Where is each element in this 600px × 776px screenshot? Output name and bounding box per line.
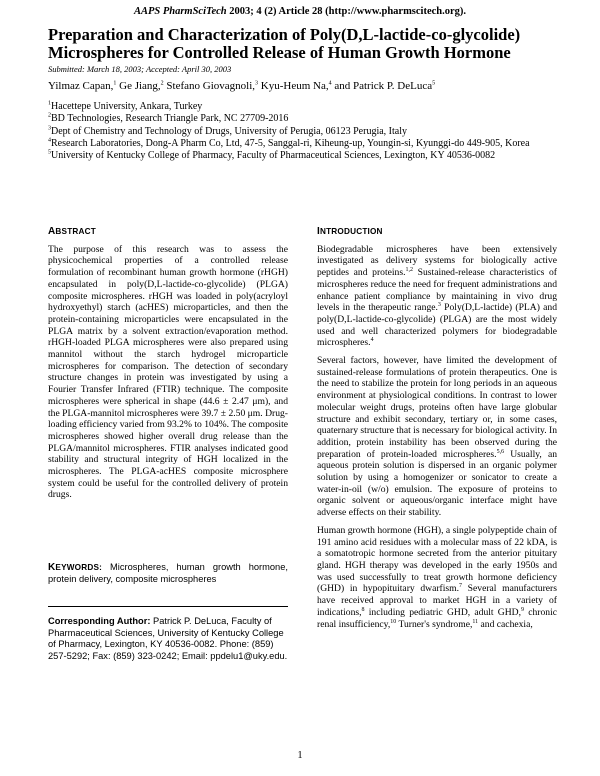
- right-column: [317, 226, 557, 636]
- corresponding-author-label: Corresponding Author:: [48, 616, 151, 626]
- journal-name: AAPS PharmSciTech: [133, 6, 227, 17]
- submission-dates: Submitted: March 18, 2003; Accepted: April 30, 2003: [48, 64, 232, 74]
- author: Yilmaz Capan,$^1$: [48, 80, 117, 92]
- author-list: [48, 80, 568, 93]
- keywords-heading: KEYWORDS:: [48, 562, 103, 573]
- author: Kyu-Heum Na,$^4$: [260, 80, 332, 92]
- keywords-block: [48, 562, 288, 585]
- page-number: 1: [297, 750, 303, 761]
- author: Stefano Giovagnoli,$^3$: [166, 80, 259, 92]
- affiliation-list: [48, 101, 568, 162]
- introduction-heading: INTRODUCTION: [317, 226, 383, 237]
- abstract-heading: ABSTRACT: [48, 226, 96, 237]
- corresponding-author-text: Patrick P. DeLuca, Faculty of Pharmaceutical Sciences, University of Kentucky College of Pharmacy, Lexington, KY 40536-0082. Phone: (859) 257-5292; Fax: (859) 323-0242; Email: ppdelu1@uky.edu.: [48, 616, 288, 661]
- journal-header: [0, 6, 600, 17]
- affiliation: $^2$BD Technologies, Research Triangle Park, NC 27709-2016: [48, 112, 289, 125]
- intro-paragraph: Several factors, however, have limited the development of sustained-release formulations of protein therapeutics. One is the need to stabilize the protein for long periods in an aqueous environment at physiological conditions. In contrast to lower molecular weight drugs, proteins often have large globular structure and exhibit secondary, tertiary or, in some cases, quaternary structure that is necessary for biological activity. In addition, protein instability has been observed during the preparation of protein-loaded microspheres.$^{5,6}$ Usually, an aqueous protein solution is dispersed in an organic polymer solution by using a homogenizer or sonicator to create a water-in-oil (w/o) emulsion. The exposure of proteins to organic solvent or aqueous/organic interface might have adverse effects on their stability.: [317, 355, 557, 519]
- affiliation: $^1$Hacettepe University, Ankara, Turkey: [48, 100, 203, 112]
- left-column: [48, 226, 288, 507]
- affiliation: $^5$University of Kentucky College of Pharmacy, Faculty of Pharmaceutical Sciences, Lexington, KY 40536-0082: [48, 149, 496, 162]
- intro-paragraph: Human growth hormone (HGH), a single polypeptide chain of 191 amino acid residues with a molecular mass of 22 kDA, is a somatotropic hormone secreted from the anterior pituitary gland. HGH therapy was developed in the early 1950s and was used successfully to treat growth hormone deficiency (GHD) in hypopituitary dwarfism.$^7$ Several manufacturers have received approval to market HGH in a variety of indications,$^8$ including pediatric GHD, adult GHD,$^9$ chronic renal insufficiency,$^{10}$ Turner's syndrome,$^{11}$ and cachexia,: [317, 524, 557, 630]
- affiliation: $^3$Dept of Chemistry and Technology of Drugs, University of Perugia, 06123 Perugia, Italy: [48, 125, 407, 137]
- affiliation: $^4$Research Laboratories, Dong-A Pharm Co, Ltd, 47-5, Sanggal-ri, Kiheung-up, Youngin-si, Kyunggi-do 449-905, Korea: [48, 137, 530, 149]
- keywords-text: Microspheres, human growth hormone, protein delivery, composite microspheres: [48, 562, 288, 584]
- corresponding-author-block: [48, 616, 288, 662]
- journal-citation: 2003; 4 (2) Article 28 (http://www.pharmscitech.org).: [229, 6, 467, 17]
- author: Ge Jiang,$^2$: [119, 80, 164, 92]
- intro-paragraph: Biodegradable microspheres have been extensively investigated as delivery systems for biologically active peptides and proteins.$^{1,2}$ Sustained-release characteristics of microspheres reduce the need for frequent administrations and enhance patient compliance by maintaining in vivo drug levels in the therapeutic range.$^3$ Poly(D,L-lactide) (PLA) and poly(D,L-lactide-co-glycolide) (PLGA) are the most widely used and well characterized polymers for biodegradable microspheres.$^4$: [317, 243, 557, 349]
- paper-title: Preparation and Characterization of Poly(D,L-lactide-co-glycolide) Microspheres for Controlled Release of Human Growth Hormone: [48, 25, 521, 62]
- author: and Patrick P. DeLuca$^5$: [334, 80, 436, 92]
- divider: [48, 606, 288, 607]
- abstract-body: The purpose of this research was to assess the physicochemical properties of a controlled release formulation of recombinant human growth hormone (rHGH) encapsulated in poly(D,L-lactide-co-glycolide) (PLGA) composite microspheres. rHGH was loaded in poly(acryloyl hydroxyethyl) starch (acHES) microparticles, and then the protein-containing microparticles were encapsulated in the PLGA matrix by a solvent extraction/evaporation method. rHGH-loaded PLGA microspheres were also prepared using mannitol without the starch hydrogel microparticle microspheres for comparison. The detection of secondary structure changes in protein was investigated by using a Fourier Transfer Infrared (FTIR) technique. The composite microspheres were spherical in shape (44.6 ± 2.47 μm), and the PLGA-mannitol microspheres were 39.7 ± 2.50 μm. Drug-loading efficiency varied from 93.2% to 104%. The composite microspheres showed higher overall drug release than the PLGA/mannitol microspheres. FTIR analyses indicated good stability and structural integrity of HGH localized in the microspheres. The PLGA-acHES composite microsphere system could be useful for the controlled delivery of protein drugs.: [48, 243, 288, 501]
